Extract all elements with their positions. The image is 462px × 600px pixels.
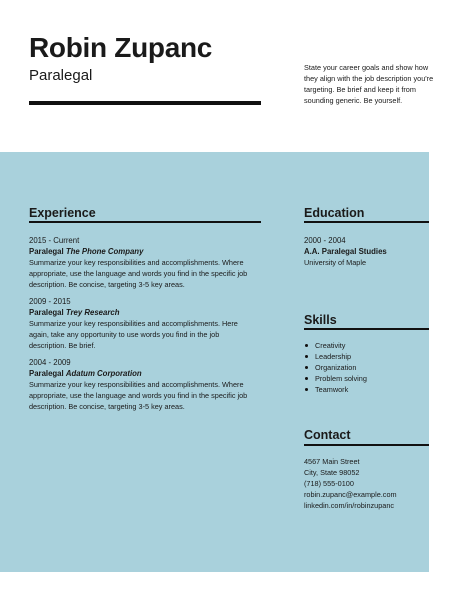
entry-description: Summarize your key responsibilities and accomplishments. Where appropriate, use the language and words you find in the specific job description. Be concise, targeting 3-5 key areas. — [29, 258, 248, 289]
skill-item: Leadership — [304, 351, 367, 362]
education-heading: Education — [304, 206, 365, 220]
position-title: Paralegal — [29, 247, 64, 256]
experience-entry — [29, 235, 251, 290]
entry-description: Summarize your key responsibilities and accomplishments. Here again, take any opportunity to use words you find in the job description. Be brief. — [29, 319, 238, 350]
skill-item: Organization — [304, 362, 367, 373]
entry-position — [29, 368, 251, 379]
education-entry — [304, 235, 429, 268]
education-dates: 2000 - 2004 — [304, 236, 346, 245]
entry-position — [29, 246, 251, 257]
entry-dates: 2004 - 2009 — [29, 358, 71, 367]
resume-name: Robin Zupanc — [29, 32, 213, 63]
position-title: Paralegal — [29, 369, 64, 378]
contact-divider — [304, 444, 429, 446]
header-divider — [29, 101, 261, 105]
entry-dates: 2009 - 2015 — [29, 297, 71, 306]
company-name: Trey Research — [65, 308, 120, 317]
contact-email[interactable]: robin.zupanc@example.com — [304, 490, 397, 499]
skill-item: Teamwork — [304, 384, 367, 395]
experience-divider — [29, 221, 261, 223]
contact-street: 4567 Main Street — [304, 457, 360, 466]
objective-text: State your career goals and show how they align with the job description you're targeting. Be brief and keep it from sounding generic. Be yourself. — [304, 63, 434, 105]
experience-heading: Experience — [29, 206, 96, 220]
company-name: The Phone Company — [65, 247, 144, 256]
entry-dates: 2015 - Current — [29, 236, 80, 245]
entry-position — [29, 307, 251, 318]
education-divider — [304, 221, 429, 223]
contact-website[interactable]: linkedin.com/in/robinzupanc — [304, 501, 395, 510]
contact-phone: (718) 555-0100 — [304, 479, 354, 488]
skills-divider — [304, 328, 429, 330]
contact-heading: Contact — [304, 428, 351, 442]
company-name: Adatum Corporation — [65, 369, 142, 378]
skill-item: Creativity — [304, 340, 367, 351]
contact-city: City, State 98052 — [304, 468, 360, 477]
education-degree: A.A. Paralegal Studies — [304, 247, 387, 256]
entry-description: Summarize your key responsibilities and accomplishments. Where appropriate, use the language and words you find in the specific job description. Be concise, targeting 3-5 key areas. — [29, 380, 248, 411]
experience-entry — [29, 357, 251, 412]
skill-item: Problem solving — [304, 373, 367, 384]
skills-list — [304, 340, 367, 395]
experience-entry — [29, 296, 251, 351]
resume-role: Paralegal — [29, 67, 93, 84]
position-title: Paralegal — [29, 308, 64, 317]
skills-heading: Skills — [304, 313, 337, 327]
contact-block — [304, 456, 397, 511]
education-school: University of Maple — [304, 258, 367, 267]
